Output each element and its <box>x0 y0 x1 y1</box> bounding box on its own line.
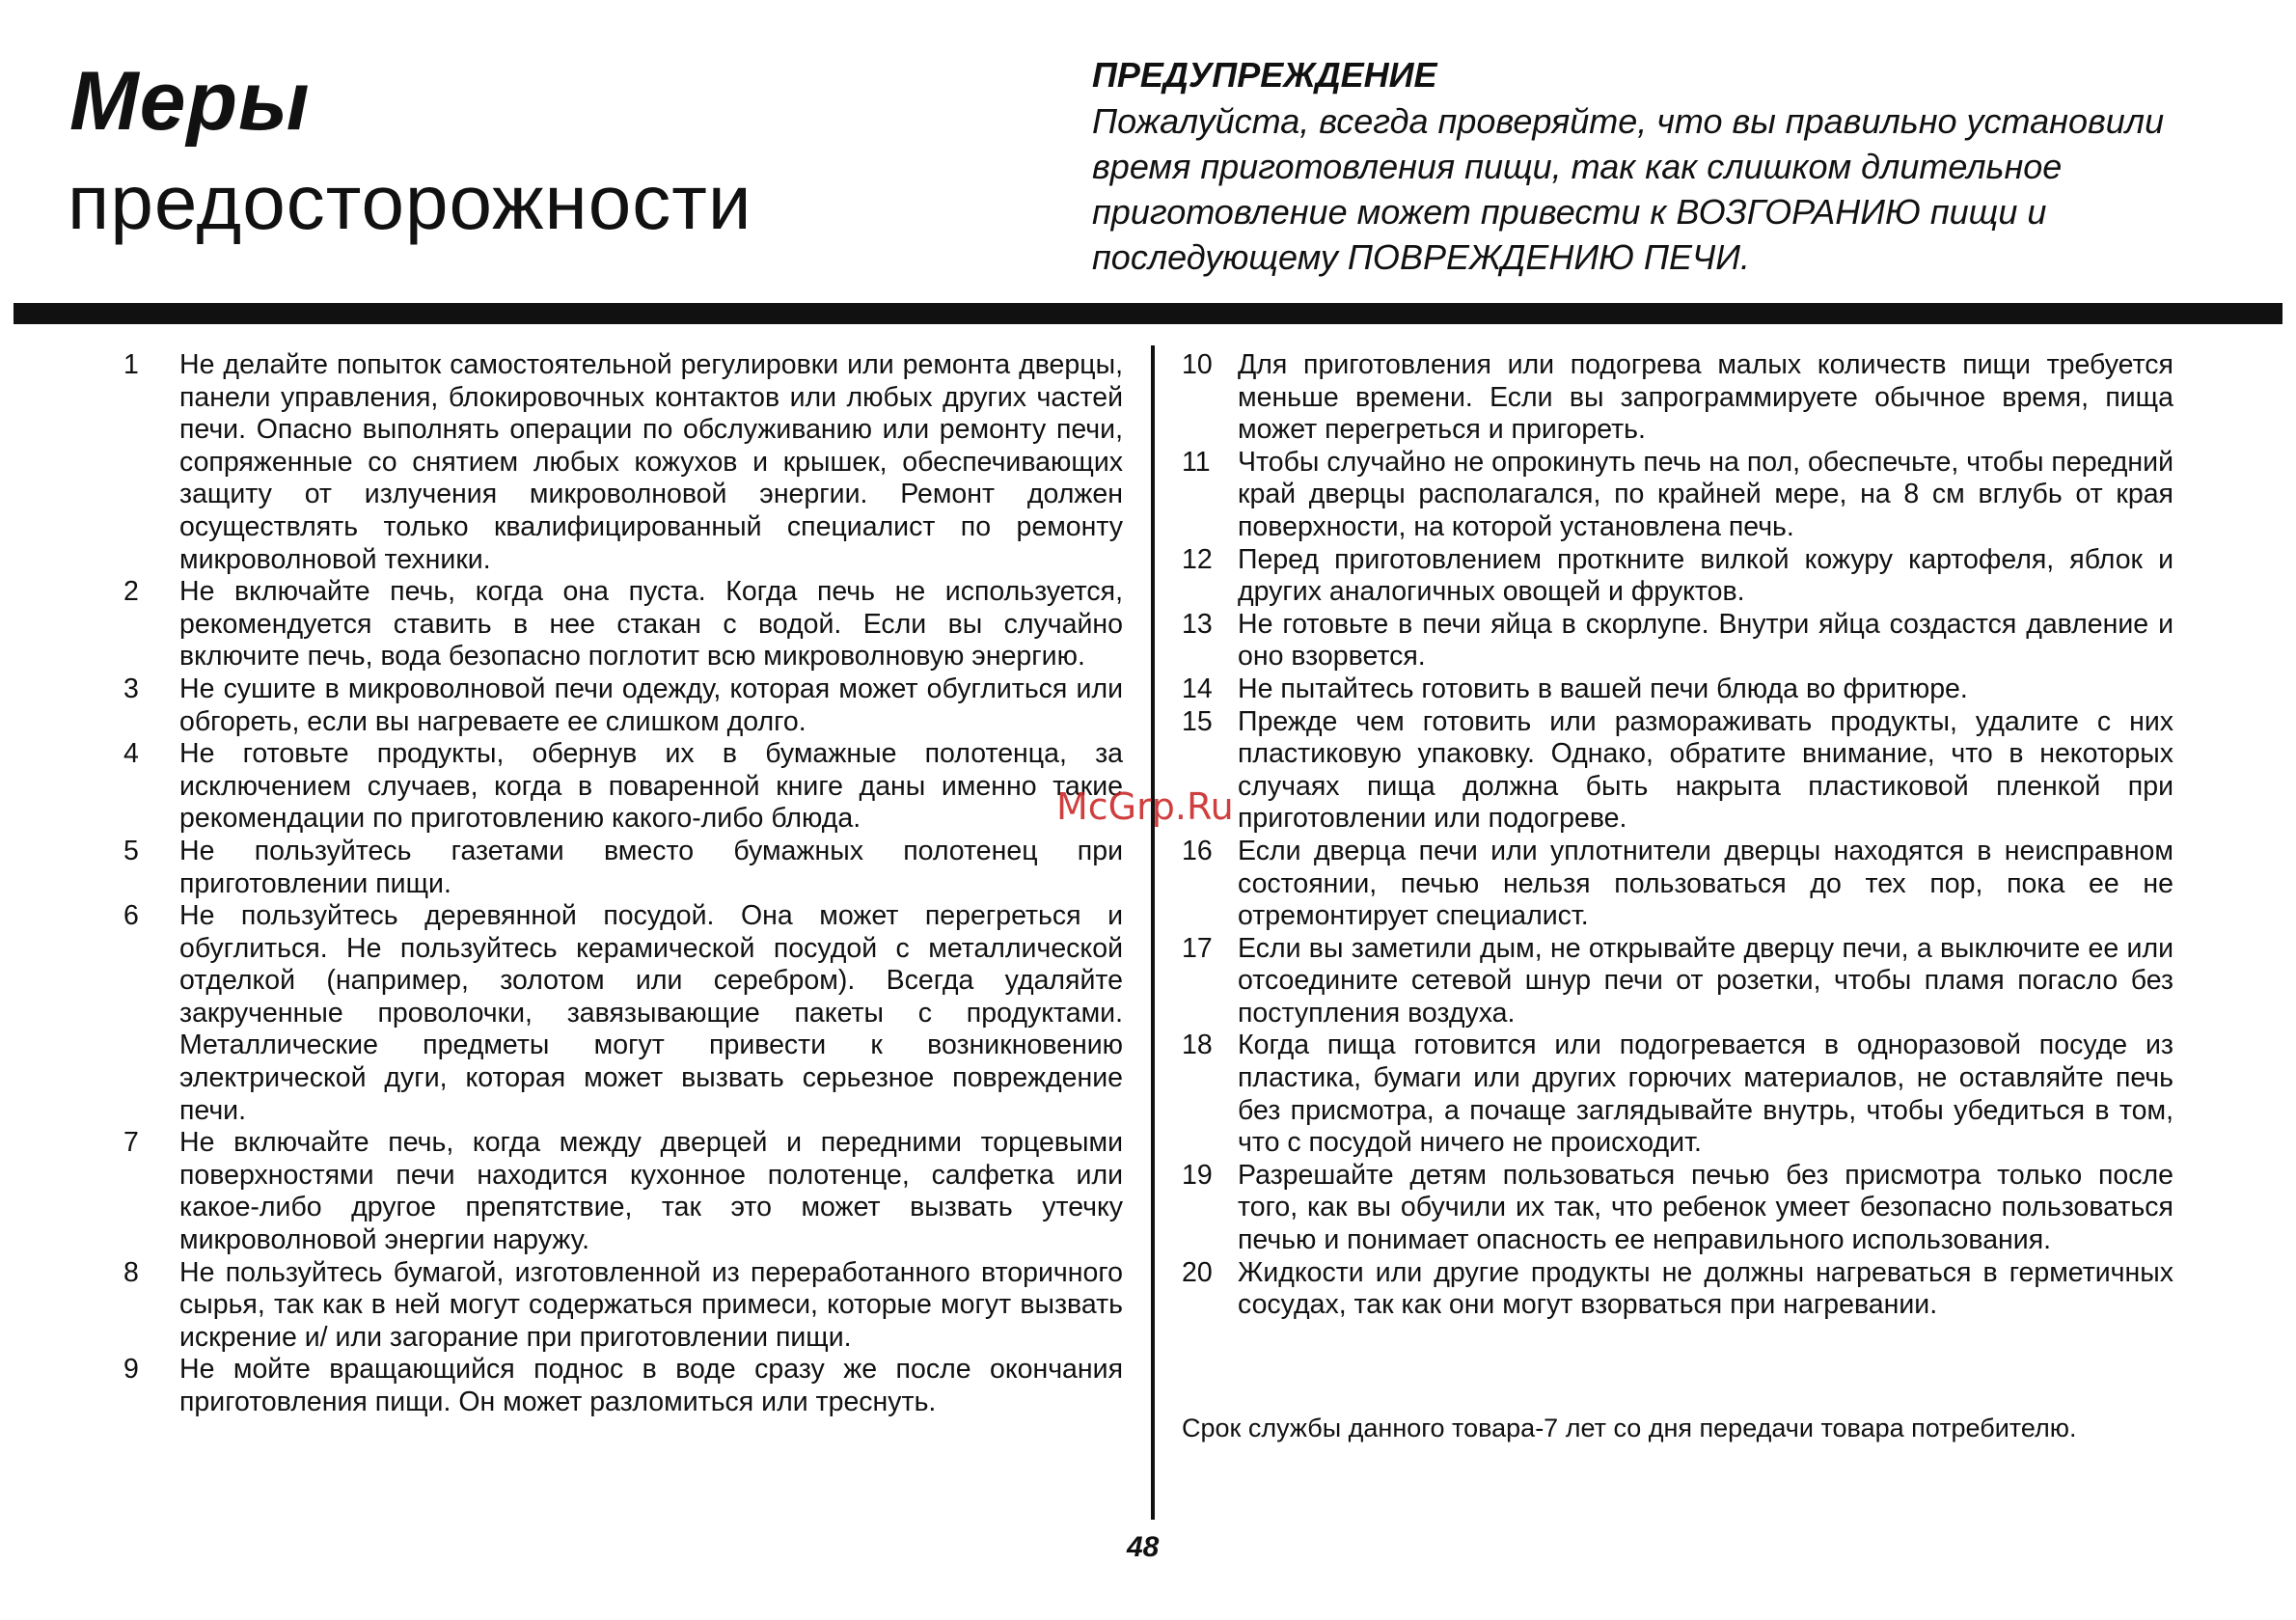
item-number: 17 <box>1182 932 1213 964</box>
item-number: 1 <box>123 349 139 380</box>
list-item <box>1182 349 2173 447</box>
item-text: Не пользуйтесь бумагой, изготовленной из переработанного вторичного сырья, так как в ней могут содержаться примеси, которые могут вызвать искрение и/ или загорание при приготовлении пищи. <box>179 1256 1123 1353</box>
item-text: Не мойте вращающийся поднос в воде сразу же после окончания приготовления пищи. Он может разломиться или треснуть. <box>179 1354 1123 1417</box>
list-item <box>1182 673 2173 706</box>
item-number: 4 <box>123 738 139 770</box>
list-item <box>123 900 1123 1127</box>
item-number: 12 <box>1182 543 1213 575</box>
page-title-bold: Меры <box>69 55 311 148</box>
list-item <box>123 1354 1123 1418</box>
item-text: Жидкости или другие продукты не должны нагреваться в герметичных сосудах, так как они могут взорваться при нагревании. <box>1238 1256 2173 1321</box>
item-text: Не делайте попыток самостоятельной регулировки или ремонта дверцы, панели управления, блокировочных контактов или любых других частей печи. Опасно выполнять операции по обслуживанию или ремонту печи, сопряженные со снятием любых кожухов и крышек, обеспечивающих защиту от излучения микроволновой энергии. Ремонт должен осуществлять только квалифицированный специалист по ремонту микроволновой техники. <box>179 349 1123 575</box>
list-item <box>1182 1030 2173 1159</box>
item-number: 8 <box>123 1256 139 1288</box>
column-divider <box>1151 345 1155 1520</box>
list-item <box>1182 609 2173 673</box>
list-item <box>1182 447 2173 544</box>
warning-block <box>1092 52 2269 280</box>
item-text: Разрешайте детям пользоваться печью без присмотра только после того, как вы обучили их так, что ребенок умеет безопасно пользоваться печью и понимает опасность ее неправильного использования. <box>1238 1159 2173 1256</box>
item-number: 2 <box>123 576 139 608</box>
item-number: 19 <box>1182 1159 1213 1191</box>
item-text: Не пользуйтесь деревянной посудой. Она может перегреться и обуглиться. Не пользуйтесь керамической посудой с металлической отделкой (например, золотом или серебром). Всегда удаляйте закрученные проволочки, завязывающие пакеты с продуктами. Металлические предметы могут привести к возникновению электрической дуги, которая может вызвать серьезное повреждение печи. <box>179 900 1123 1126</box>
item-number: 10 <box>1182 349 1213 380</box>
item-text: Не пользуйтесь газетами вместо бумажных полотенец при приготовлении пищи. <box>179 835 1123 899</box>
item-text: Когда пища готовится или подогревается в одноразовой посуде из пластика, бумаги или других горючих материалов, не оставляйте печь без присмотра, а почаще заглядывайте внутрь, чтобы убедиться в том, что с посудой ничего не происходит. <box>1238 1030 2173 1159</box>
item-text: Не включайте печь, когда она пуста. Когда печь не используется, рекомендуется ставить в нее стакан с водой. Если вы случайно включите печь, вода безопасно поглотит всю микроволновую энергию. <box>179 576 1123 673</box>
list-item <box>123 836 1123 900</box>
item-text: Не пытайтесь готовить в вашей печи блюда во фритюре. <box>1238 673 1968 704</box>
item-number: 7 <box>123 1127 139 1159</box>
item-text: Перед приготовлением проткните вилкой кожуру картофеля, яблок и других аналогичных овощей и фруктов. <box>1238 543 2173 608</box>
item-text: Не готовьте продукты, обернув их в бумажные полотенца, за исключением случаев, когда в поваренной книге даны именно такие рекомендации по приготовлению какого-либо блюда. <box>179 738 1123 835</box>
list-item <box>1182 1160 2173 1257</box>
list-item <box>123 576 1123 673</box>
item-number: 5 <box>123 835 139 866</box>
item-text: Для приготовления или подогрева малых количеств пищи требуется меньше времени. Если вы запрограммируете обычное время, пища может перегреться и пригореть. <box>1238 349 2173 446</box>
watermark: McGrp.Ru <box>1056 785 1234 828</box>
item-text: Если дверца печи или уплотнители дверцы находятся в неисправном состоянии, печью нельзя пользоваться до тех пор, пока ее не отремонтирует специалист. <box>1238 835 2173 932</box>
list-item <box>123 1257 1123 1355</box>
item-number: 15 <box>1182 705 1213 737</box>
list-item <box>123 738 1123 836</box>
service-life-note: Срок службы данного товара-7 лет со дня передачи товара потребителю. <box>1182 1414 2077 1442</box>
left-column <box>123 349 1123 1419</box>
list-item <box>123 349 1123 576</box>
warning-heading: ПРЕДУПРЕЖДЕНИЕ <box>1092 55 1437 95</box>
list-item <box>1182 836 2173 933</box>
item-text: Не готовьте в печи яйца в скорлупе. Внутри яйца создастся давление и оно взорвется. <box>1238 608 2173 673</box>
item-number: 20 <box>1182 1256 1213 1288</box>
item-number: 14 <box>1182 673 1213 704</box>
item-number: 18 <box>1182 1030 1213 1061</box>
list-item <box>1182 933 2173 1030</box>
item-number: 3 <box>123 673 139 704</box>
item-text: Прежде чем готовить или размораживать продукты, удалите с них пластиковую упаковку. Однако, обратите внимание, что в некоторых случаях пища должна быть накрыта пластиковой пленкой при приготовлении или подогреве. <box>1238 705 2173 835</box>
list-item <box>1182 1257 2173 1322</box>
item-number: 11 <box>1182 446 1211 478</box>
page-number: 48 <box>1127 1531 1160 1563</box>
header-divider <box>14 303 2282 324</box>
item-text: Чтобы случайно не опрокинуть печь на пол, обеспечьте, чтобы передний край дверцы располагался, по крайней мере, на 8 см вглубь от края поверхности, на которой установлена печь. <box>1238 446 2173 542</box>
list-item <box>1182 544 2173 609</box>
item-number: 6 <box>123 900 139 932</box>
item-number: 16 <box>1182 835 1213 866</box>
warning-text: Пожалуйста, всегда проверяйте, что вы правильно установили время приготовления пищи, так как слишком длительное приготовление может привести к ВОЗГОРАНИЮ пищи и последующему ПОВРЕЖДЕНИЮ ПЕЧИ. <box>1092 101 2165 277</box>
page-title: предосторожности <box>68 159 752 245</box>
list-item <box>123 1127 1123 1256</box>
item-number: 13 <box>1182 608 1213 640</box>
item-text: Не сушите в микроволновой печи одежду, которая может обуглиться или обгореть, если вы нагреваете ее слишком долго. <box>179 673 1123 737</box>
item-text: Если вы заметили дым, не открывайте дверцу печи, а выключите ее или отсоедините сетевой шнур печи от розетки, чтобы пламя погасло без поступления воздуха. <box>1238 932 2173 1029</box>
item-number: 9 <box>123 1354 139 1386</box>
right-column <box>1182 349 2173 1322</box>
item-text: Не включайте печь, когда между дверцей и передними торцевыми поверхностями печи находится кухонное полотенце, салфетка или какое-либо другое препятствие, так это может вызвать утечку микроволновой энергии наружу. <box>179 1127 1123 1256</box>
list-item <box>123 673 1123 738</box>
list-item <box>1182 706 2173 836</box>
